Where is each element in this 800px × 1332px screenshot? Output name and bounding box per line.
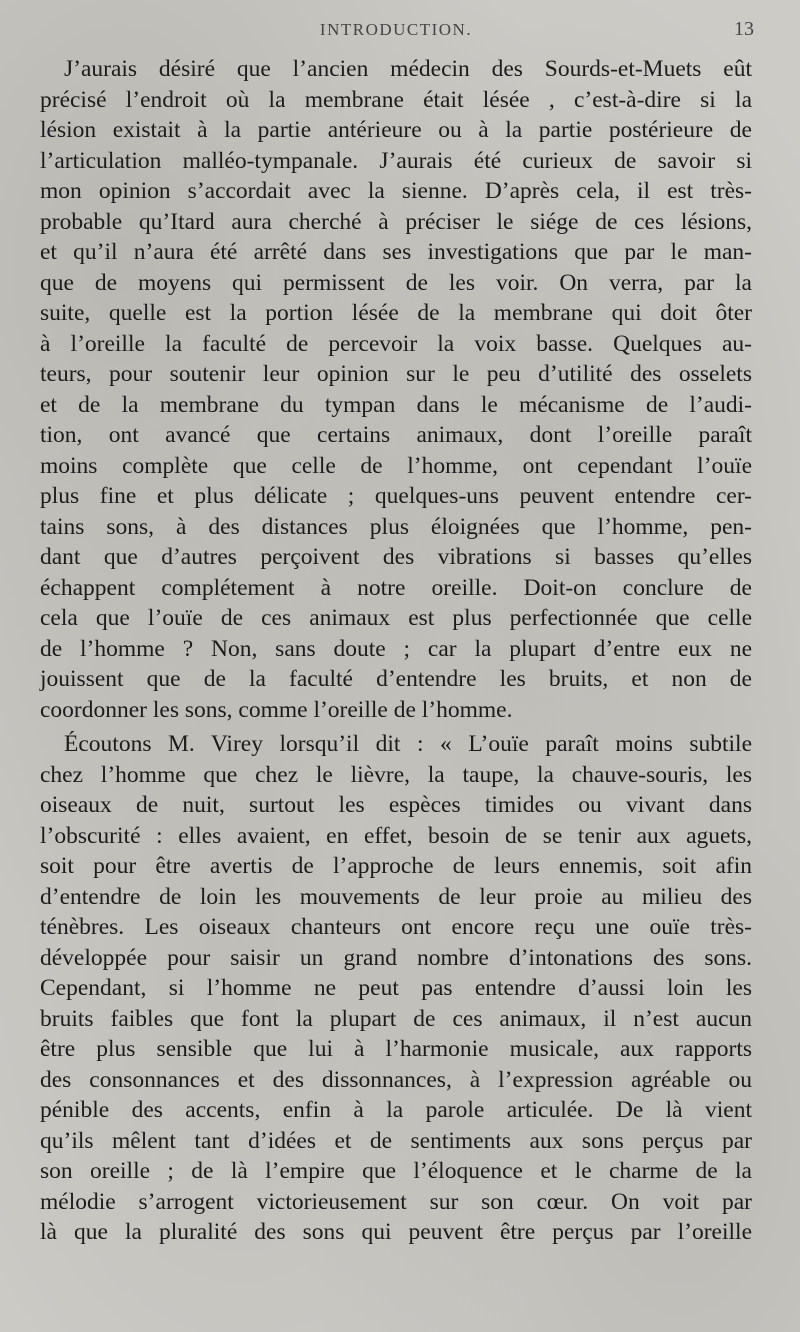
paragraph: [40, 729, 752, 1248]
text-line: coordonner les sons, comme l’oreille de l’homme.: [40, 696, 513, 723]
text-line: Cependant, si l’homme ne peut pas entendre d’aussi loin les: [40, 975, 752, 1001]
text-line: être plus sensible que lui à l’harmonie musicale, aux rapports: [40, 1036, 752, 1062]
text-line: suite, quelle est la portion lésée de la membrane qui doit ôter: [40, 300, 752, 326]
text-line: oiseaux de nuit, surtout les espèces timides ou vivant dans: [40, 792, 752, 818]
text-line: son oreille ; de là l’empire que l’éloquence et le charme de la: [40, 1158, 752, 1184]
text-line: jouissent que de la faculté d’entendre les bruits, et non de: [40, 666, 752, 692]
text-line: l’articulation malléo-tympanale. J’aurais été curieux de savoir si: [40, 147, 752, 174]
text-line: des consonnances et des dissonnances, à l’expression agréable ou: [40, 1066, 752, 1093]
text-line: mélodie s’arrogent victorieusement sur son cœur. On voit par: [40, 1188, 752, 1215]
text-line: J’aurais désiré que l’ancien médecin des Sourds-et-Muets eût: [64, 56, 752, 82]
text-line: de l’homme ? Non, sans doute ; car la plupart d’entre eux ne: [40, 635, 752, 662]
text-line: l’obscurité : elles avaient, en effet, besoin de se tenir aux aguets,: [40, 822, 752, 849]
text-line: tion, ont avancé que certains animaux, dont l’oreille paraît: [40, 422, 752, 448]
text-line: à l’oreille la faculté de percevoir la voix basse. Quelques au-: [40, 330, 752, 357]
text-line: là que la pluralité des sons qui peuvent être perçus par l’oreille: [40, 1219, 752, 1245]
text-line: mon opinion s’accordait avec la sienne. D’après cela, il est très-: [40, 178, 752, 204]
text-line: développée pour saisir un grand nombre d’intonations des sons.: [40, 944, 752, 971]
text-line: chez l’homme que chez le lièvre, la taupe, la chauve-souris, les: [40, 761, 752, 788]
text-line: dant que d’autres perçoivent des vibrations si basses qu’elles: [40, 544, 752, 570]
text-line: plus fine et plus délicate ; quelques-uns peuvent entendre cer-: [40, 483, 752, 509]
text-line: d’entendre de loin les mouvements de leur proie au milieu des: [40, 883, 752, 910]
text-line: soit pour être avertis de l’approche de leurs ennemis, soit afin: [40, 853, 752, 879]
text-line: pénible des accents, enfin à la parole articulée. De là vient: [40, 1097, 752, 1123]
text-line: qu’ils mêlent tant d’idées et de sentiments aux sons perçus par: [40, 1127, 752, 1154]
text-line: bruits faibles que font la plupart de ces animaux, il n’est aucun: [40, 1005, 752, 1032]
running-title: INTRODUCTION.: [319, 20, 473, 39]
text-line: probable qu’Itard aura cherché à préciser le siége de ces lésions,: [40, 208, 752, 235]
text-line: que de moyens qui permissent de les voir. On verra, par la: [40, 269, 752, 296]
text-line: précisé l’endroit où la membrane était lésée , c’est-à-dire si la: [40, 86, 752, 113]
text-line: cela que l’ouïe de ces animaux est plus perfectionnée que celle: [40, 605, 752, 631]
text-line: échappent complétement à notre oreille. Doit-on conclure de: [40, 574, 752, 601]
text-line: et qu’il n’aura été arrêté dans ses investigations que par le man-: [40, 239, 752, 265]
page-header: [40, 10, 752, 54]
text-line: lésion existait à la partie antérieure ou à la partie postérieure de: [40, 117, 752, 143]
text-line: et de la membrane du tympan dans le mécanisme de l’audi-: [40, 391, 752, 418]
body-text: [40, 54, 752, 1248]
paragraph: [40, 54, 752, 725]
page-number: 13: [734, 18, 754, 40]
text-line: teurs, pour soutenir leur opinion sur le peu d’utilité des osselets: [40, 361, 752, 387]
text-line: ténèbres. Les oiseaux chanteurs ont encore reçu une ouïe très-: [40, 914, 752, 940]
text-line: moins complète que celle de l’homme, ont cependant l’ouïe: [40, 452, 752, 479]
text-line: Écoutons M. Virey lorsqu’il dit : « L’ouïe paraît moins subtile: [64, 731, 752, 757]
text-line: tains sons, à des distances plus éloignées que l’homme, pen-: [40, 513, 752, 540]
